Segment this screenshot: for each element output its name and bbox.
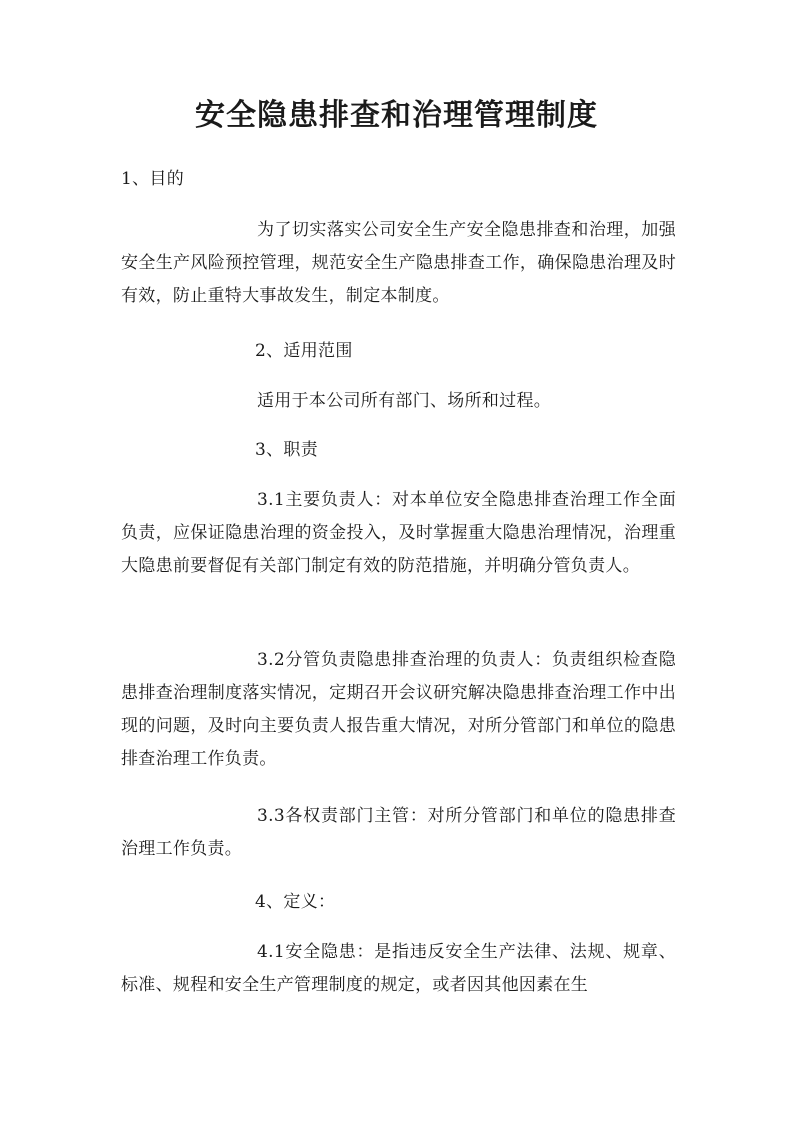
paragraph-3-3: 3.3各权责部门主管：对所分管部门和单位的隐患排查治理工作负责。	[121, 806, 676, 859]
paragraph-scope: 适用于本公司所有部门、场所和过程。	[257, 391, 552, 411]
section-heading-definitions: 4、定义：	[255, 892, 336, 912]
section-heading-purpose: 1、目的	[121, 169, 185, 189]
section-heading-scope: 2、适用范围	[255, 341, 353, 361]
paragraph-3-1: 3.1主要负责人：对本单位安全隐患排查治理工作全面负责，应保证隐患治理的资金投入，及时掌握重大隐患治理情况，治理重大隐患前要督促有关部门制定有效的防范措施，并明确分管负责人。	[121, 490, 676, 576]
document-title: 安全隐患排查和治理管理制度	[195, 98, 598, 133]
paragraph-4-1: 4.1安全隐患：是指违反安全生产法律、法规、规章、标准、规程和安全生产管理制度的规定，或者因其他因素在生	[121, 942, 676, 995]
paragraph-3-2: 3.2分管负责隐患排查治理的负责人：负责组织检查隐患排查治理制度落实情况，定期召开会议研究解决隐患排查治理工作中出现的问题，及时向主要负责人报告重大情况，对所分管部门和单位的隐患排查治理工作负责。	[121, 650, 676, 769]
section-heading-responsibilities: 3、职责	[255, 440, 319, 460]
paragraph-purpose: 为了切实落实公司安全生产安全隐患排查和治理，加强安全生产风险预控管理，规范安全生产隐患排查工作，确保隐患治理及时有效，防止重特大事故发生，制定本制度。	[121, 220, 676, 306]
